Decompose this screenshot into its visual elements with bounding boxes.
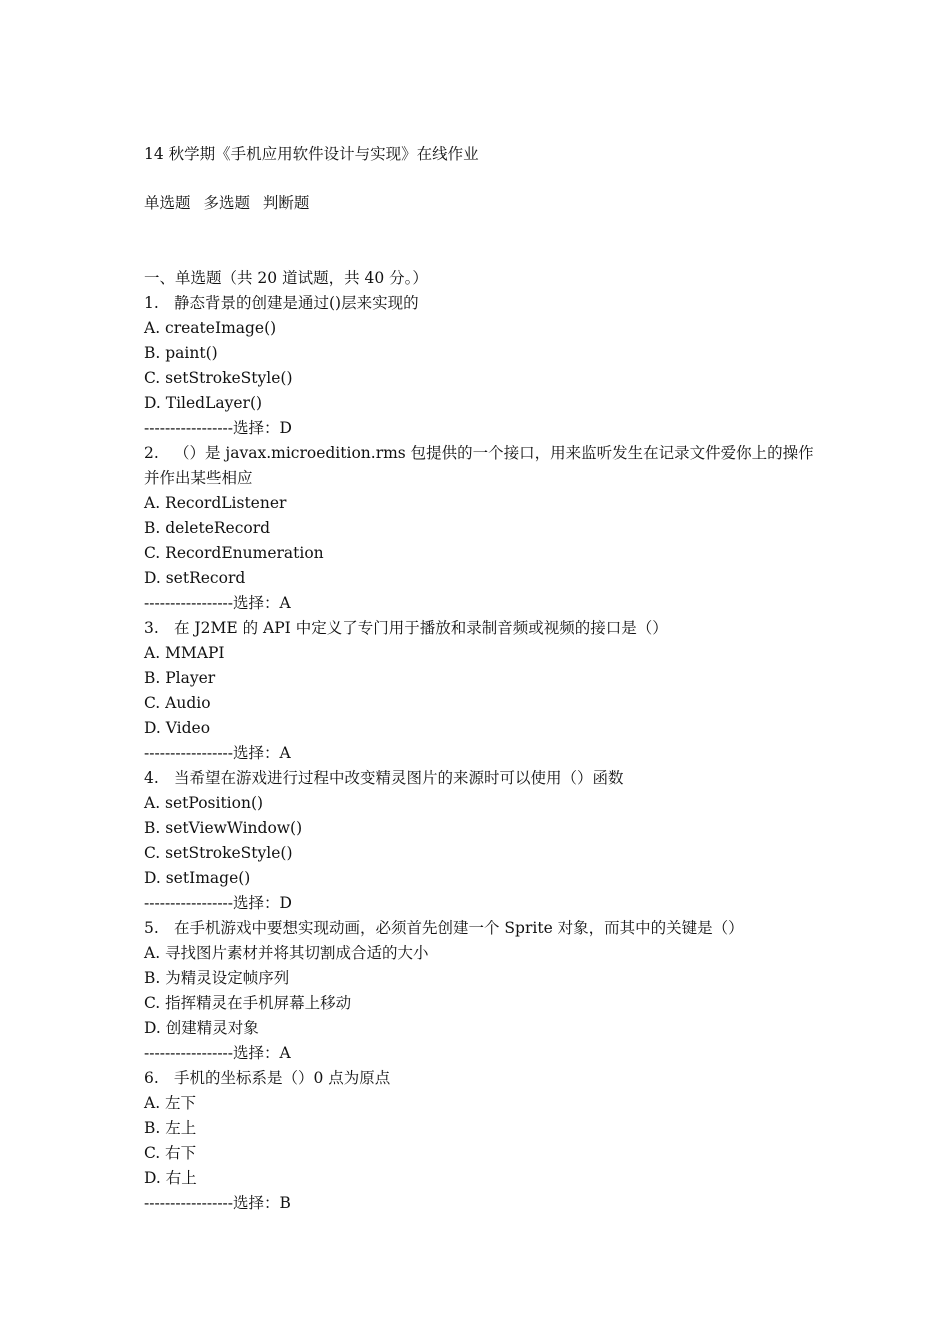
answer-option[interactable]: D. Video (144, 719, 211, 737)
question-stem (144, 1066, 824, 1091)
question-text: （）是 javax.microedition.rms 包提供的一个接口，用来监听发生在记录文件爱你上的操作并作出某些相应 (144, 444, 814, 487)
answer-option[interactable]: A. 寻找图片素材并将其切割成合适的大小 (144, 944, 429, 962)
answer-option[interactable]: A. 左下 (144, 1094, 197, 1112)
answer-option[interactable]: D. 创建精灵对象 (144, 1019, 259, 1037)
question-item (144, 616, 824, 766)
question-text: 当希望在游戏进行过程中改变精灵图片的来源时可以使用（）函数 (174, 769, 624, 787)
selected-answer: -----------------选择：B (144, 1194, 291, 1212)
document-page (144, 142, 824, 1216)
question-text: 静态背景的创建是通过()层来实现的 (174, 294, 419, 312)
selected-answer: -----------------选择：A (144, 594, 291, 612)
answer-option[interactable]: A. createImage() (144, 319, 277, 337)
question-number: 6. (144, 1069, 159, 1087)
question-stem (144, 916, 824, 941)
answer-option[interactable]: C. setStrokeStyle() (144, 844, 293, 862)
question-number: 5. (144, 919, 159, 937)
question-item (144, 441, 824, 616)
answer-option[interactable]: D. setRecord (144, 569, 246, 587)
selected-answer: -----------------选择：D (144, 894, 292, 912)
question-item (144, 916, 824, 1066)
question-text: 手机的坐标系是（）0 点为原点 (174, 1069, 391, 1087)
answer-option[interactable]: D. TiledLayer() (144, 394, 263, 412)
selected-answer: -----------------选择：A (144, 1044, 291, 1062)
question-type-tabs (144, 191, 824, 216)
tab-single-choice[interactable]: 单选题 (144, 194, 191, 212)
answer-option[interactable]: B. setViewWindow() (144, 819, 303, 837)
answer-option[interactable]: C. Audio (144, 694, 211, 712)
question-list (144, 291, 824, 1216)
answer-option[interactable]: B. 左上 (144, 1119, 197, 1137)
question-item (144, 291, 824, 441)
answer-option[interactable]: B. 为精灵设定帧序列 (144, 969, 290, 987)
question-stem (144, 441, 824, 491)
question-stem (144, 766, 824, 791)
answer-option[interactable]: B. paint() (144, 344, 218, 362)
answer-option[interactable]: B. Player (144, 669, 216, 687)
answer-option[interactable]: D. 右上 (144, 1169, 197, 1187)
answer-option[interactable]: C. 右下 (144, 1144, 197, 1162)
tab-multiple-choice[interactable]: 多选题 (203, 194, 250, 212)
answer-option[interactable]: C. setStrokeStyle() (144, 369, 293, 387)
question-item (144, 766, 824, 916)
selected-answer: -----------------选择：A (144, 744, 291, 762)
question-stem (144, 291, 824, 316)
answer-option[interactable]: B. deleteRecord (144, 519, 271, 537)
answer-option[interactable]: C. RecordEnumeration (144, 544, 324, 562)
question-number: 3. (144, 619, 159, 637)
selected-answer: -----------------选择：D (144, 419, 292, 437)
question-item (144, 1066, 824, 1216)
answer-option[interactable]: D. setImage() (144, 869, 251, 887)
section-heading: 一、单选题（共 20 道试题，共 40 分。） (144, 269, 428, 287)
document-title: 14 秋学期《手机应用软件设计与实现》在线作业 (144, 145, 479, 163)
tab-true-false[interactable]: 判断题 (262, 194, 310, 212)
answer-option[interactable]: A. MMAPI (144, 644, 225, 662)
question-text: 在手机游戏中要想实现动画，必须首先创建一个 Sprite 对象，而其中的关键是（） (174, 919, 744, 937)
question-number: 1. (144, 294, 159, 312)
question-number: 2. (144, 444, 159, 462)
answer-option[interactable]: A. RecordListener (144, 494, 287, 512)
question-number: 4. (144, 769, 159, 787)
question-stem (144, 616, 824, 641)
answer-option[interactable]: C. 指挥精灵在手机屏幕上移动 (144, 994, 352, 1012)
answer-option[interactable]: A. setPosition() (144, 794, 264, 812)
question-text: 在 J2ME 的 API 中定义了专门用于播放和录制音频或视频的接口是（） (174, 619, 668, 637)
